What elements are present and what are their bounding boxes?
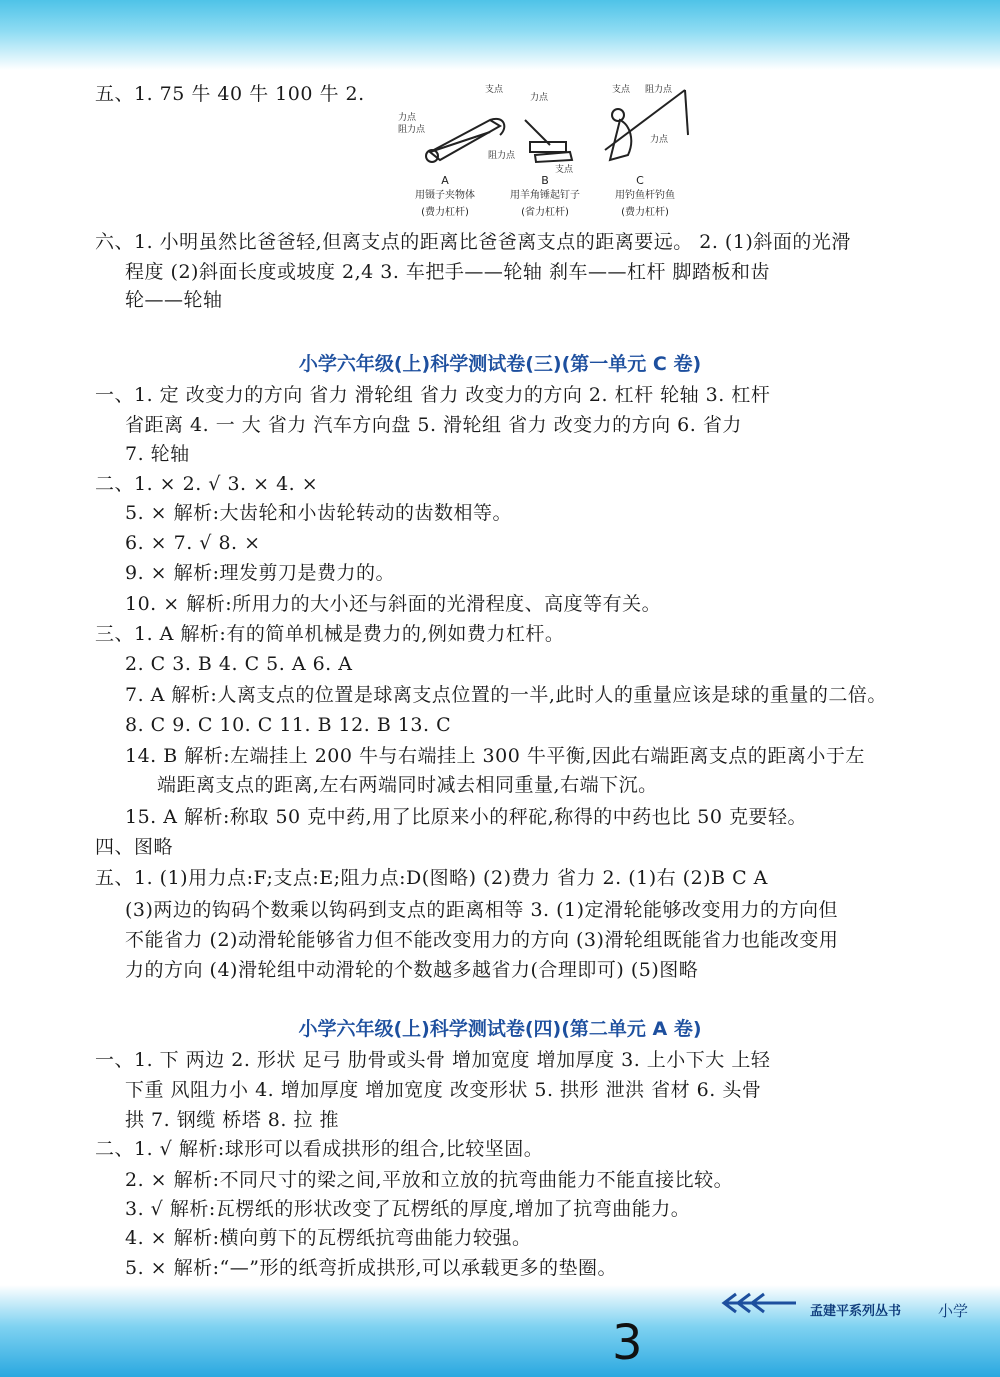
answer-line: 二、1. √ 解析:球形可以看成拱形的组合,比较坚固。	[95, 1138, 544, 1160]
answer-line: 五、1. 75 牛 40 牛 100 牛 2.	[95, 83, 365, 105]
answer-line: 四、图略	[95, 836, 174, 858]
answer-line: 14. B 解析:左端挂上 200 牛与右端挂上 300 牛平衡,因此右端距离支点的距离小于左	[125, 745, 865, 767]
section-title-test4: 小学六年级(上)科学测试卷(四)(第二单元 A 卷)	[298, 1018, 702, 1040]
diagram-label: 阻力点	[398, 125, 426, 135]
answer-line: 省距离 4. 一 大 省力 汽车方向盘 5. 滑轮组 省力 改变力的方向 6. 省力	[125, 414, 742, 436]
answer-line: 15. A 解析:称取 50 克中药,用了比原来小的秤砣,称得的中药也比 50 克要轻。	[125, 806, 808, 828]
diagram-caption: 用羊角锤起钉子	[510, 190, 580, 201]
diagram-letter: C	[636, 174, 644, 187]
answer-line: 7. 轮轴	[125, 443, 190, 465]
diagram-type: (省力杠杆)	[521, 207, 569, 218]
diagram-label: 支点	[485, 85, 504, 95]
arrow-icon	[720, 1290, 800, 1320]
bottom-decorative-band	[0, 1285, 1000, 1377]
level-label: 小学	[938, 1302, 969, 1320]
top-decorative-band	[0, 0, 1000, 70]
answer-line: 程度 (2)斜面长度或坡度 2,4 3. 车把手——轮轴 刹车——杠杆 脚踏板和齿	[125, 261, 770, 283]
answer-line: 5. × 解析:大齿轮和小齿轮转动的齿数相等。	[125, 502, 513, 524]
diagram-label: 力点	[398, 113, 417, 123]
answer-line: 4. × 解析:横向剪下的瓦楞纸抗弯曲能力较强。	[125, 1227, 532, 1249]
answer-line: 3. √ 解析:瓦楞纸的形状改变了瓦楞纸的厚度,增加了抗弯曲能力。	[125, 1198, 691, 1220]
answer-line: 6. × 7. √ 8. ×	[125, 532, 261, 554]
answer-line: 轮——轮轴	[125, 289, 223, 311]
diagram-type: (费力杠杆)	[421, 207, 469, 218]
answer-line: 7. A 解析:人离支点的位置是球离支点位置的一半,此时人的重量应该是球的重量的二倍。	[125, 684, 887, 706]
answer-line: 一、1. 下 两边 2. 形状 足弓 肋骨或头骨 增加宽度 增加厚度 3. 上小下大 上轻	[95, 1049, 771, 1071]
answer-line: 拱 7. 钢缆 桥塔 8. 拉 推	[125, 1109, 339, 1131]
answer-line: 力的方向 (4)滑轮组中动滑轮的个数越多越省力(合理即可) (5)图略	[125, 959, 699, 981]
answer-line: 不能省力 (2)动滑轮能够省力但不能改变用力的方向 (3)滑轮组既能省力也能改变用	[125, 929, 839, 951]
answer-line: 一、1. 定 改变力的方向 省力 滑轮组 省力 改变力的方向 2. 杠杆 轮轴 3. 杠杆	[95, 384, 771, 406]
answer-line: 2. × 解析:不同尺寸的梁之间,平放和立放的抗弯曲能力不能直接比较。	[125, 1169, 734, 1191]
diagram-label: 阻力点	[645, 85, 673, 95]
diagram-label: 力点	[650, 135, 669, 145]
diagram-type: (费力杠杆)	[621, 207, 669, 218]
answer-line: 五、1. (1)用力点:F;支点:E;阻力点:D(图略) (2)费力 省力 2. (1)右 (2)B C A	[95, 867, 768, 889]
answer-line: 8. C 9. C 10. C 11. B 12. B 13. C	[125, 714, 452, 736]
diagram-caption: 用钓鱼杆钓鱼	[615, 190, 675, 201]
answer-line: 9. × 解析:理发剪刀是费力的。	[125, 562, 396, 584]
lever-diagram	[390, 80, 700, 230]
lever-illustrations	[390, 80, 700, 230]
diagram-label: 力点	[530, 93, 549, 103]
answer-line: 六、1. 小明虽然比爸爸轻,但离支点的距离比爸爸离支点的距离要远。 2. (1)斜面的光滑	[95, 231, 851, 253]
diagram-letter: A	[441, 174, 449, 187]
diagram-caption: 用镊子夹物体	[415, 190, 475, 201]
page-number: 3	[612, 1315, 643, 1371]
answer-line: 10. × 解析:所用力的大小还与斜面的光滑程度、高度等有关。	[125, 593, 662, 615]
diagram-label: 支点	[555, 165, 574, 175]
answer-line: 5. × 解析:“—”形的纸弯折成拱形,可以承载更多的垫圈。	[125, 1257, 617, 1279]
answer-line: 2. C 3. B 4. C 5. A 6. A	[125, 653, 353, 675]
answer-line: (3)两边的钩码个数乘以钩码到支点的距离相等 3. (1)定滑轮能够改变用力的方向但	[125, 899, 839, 921]
diagram-letter: B	[541, 174, 549, 187]
answer-line: 下重 风阻力小 4. 增加厚度 增加宽度 改变形状 5. 拱形 泄洪 省材 6. 头骨	[125, 1079, 762, 1101]
answer-line: 三、1. A 解析:有的简单机械是费力的,例如费力杠杆。	[95, 623, 565, 645]
series-name: 孟建平系列丛书	[810, 1304, 902, 1319]
diagram-label: 支点	[612, 85, 631, 95]
answer-line: 二、1. × 2. √ 3. × 4. ×	[95, 473, 319, 495]
section-title-test3: 小学六年级(上)科学测试卷(三)(第一单元 C 卷)	[298, 353, 702, 375]
diagram-label: 阻力点	[488, 151, 516, 161]
answer-line: 端距离支点的距离,左右两端同时减去相同重量,右端下沉。	[157, 774, 658, 796]
